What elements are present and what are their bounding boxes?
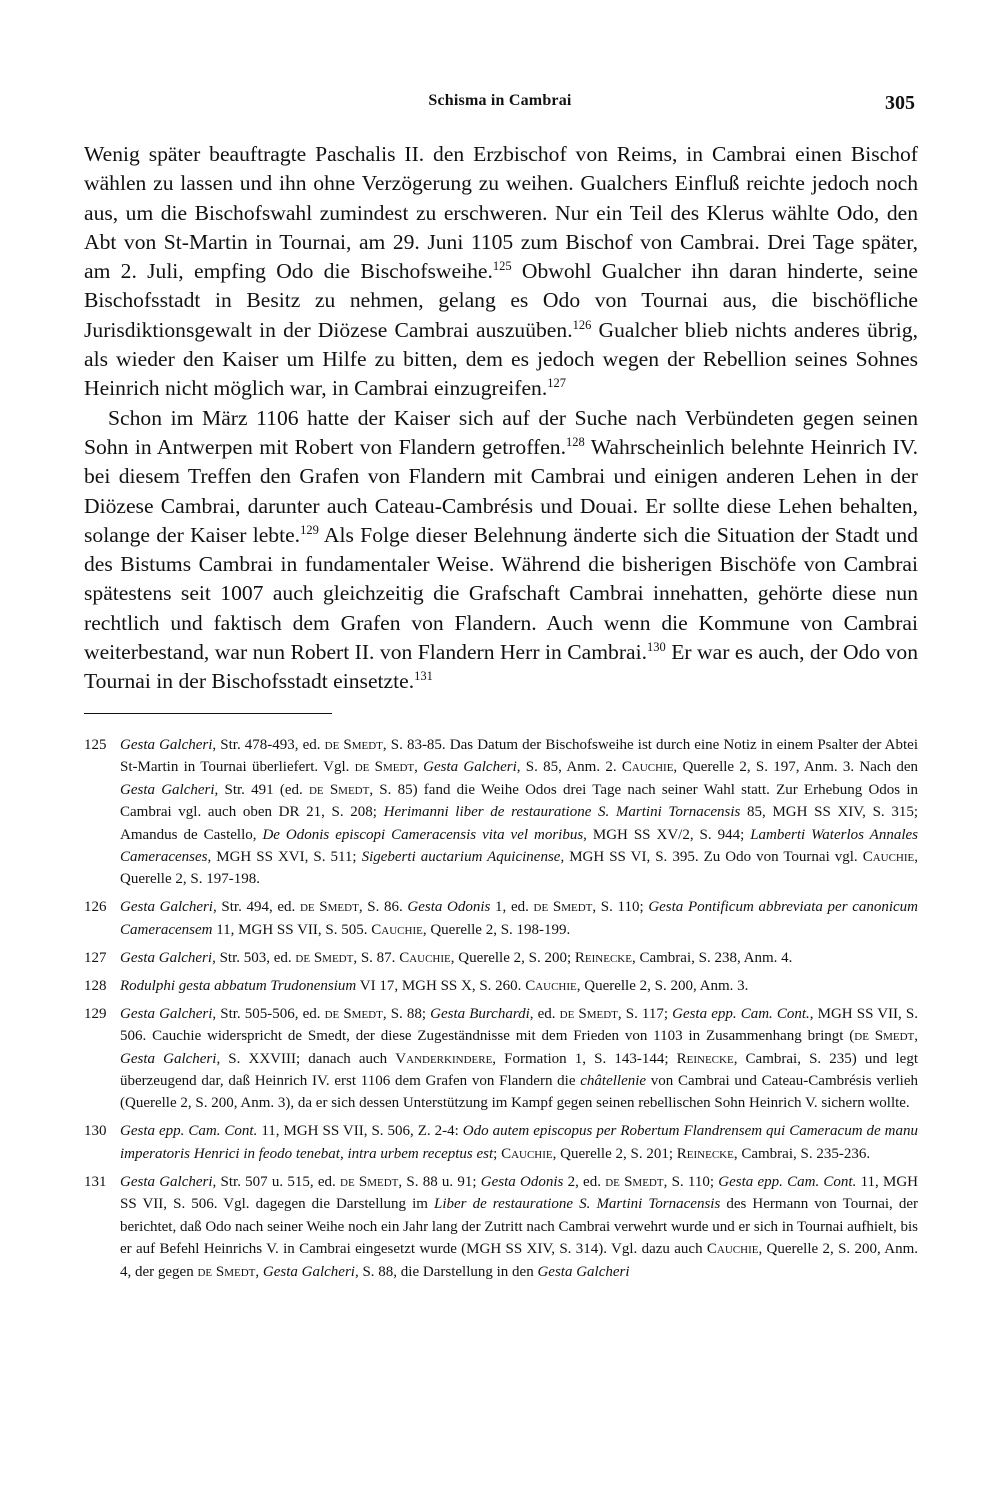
author-name: de Smedt xyxy=(533,899,593,916)
author-name: Vanderkindere xyxy=(395,1050,493,1067)
text-run: , Cambrai, S. 235) und legt überzeugend dar, daß Heinrich IV. erst 1106 dem Grafen von Flandern die xyxy=(120,1050,918,1090)
main-text xyxy=(84,140,918,697)
italic-title: Gesta Galcheri xyxy=(120,899,213,916)
italic-title: Gesta Galcheri xyxy=(120,1005,213,1022)
footnote xyxy=(84,734,918,891)
text-run: des Hermann von Tournai, der berichtet, daß Odo nach seiner Weihe noch ein Jahr lang der Zutritt nach Cambrai verwehrt wurde und er sich in Tournai aufhielt, bis er auf Befehl Heinrichs V. in Cambrai eingesetzt wurde (MGH SS XIV, S. 314). Vgl. dazu auch xyxy=(120,1196,919,1258)
text-run: , Querelle 2, S. 201; xyxy=(552,1145,677,1162)
footnote-ref: 130 xyxy=(647,640,666,655)
footnote-text xyxy=(120,1123,918,1161)
text-run: , Querelle 2, S. 200, Anm. 3. xyxy=(576,977,749,994)
italic-title: Lamberti Waterlos Annales Cameracenses xyxy=(120,826,918,866)
text-run: , S. 110; xyxy=(592,899,649,916)
footnote-ref: 129 xyxy=(300,522,319,537)
text-run: Er war es auch, der Odo von Tournai in der Bischofsstadt einsetzte. xyxy=(84,640,918,694)
text-run: , Querelle 2, S. 197, Anm. 3. Nach den xyxy=(673,759,919,776)
footnote-number: 131 xyxy=(84,1173,107,1190)
italic-title: Sigeberti auctarium Aquicinense xyxy=(361,849,561,866)
text-run: VI 17, MGH SS X, S. 260. xyxy=(356,977,526,994)
author-name: de Smedt xyxy=(854,1028,915,1045)
author-name: Cauchie xyxy=(371,921,423,938)
footnote xyxy=(84,975,918,997)
author-name: de Smedt xyxy=(354,759,415,776)
author-name: Reinecke xyxy=(574,949,632,966)
italic-title: Gesta Galcheri xyxy=(120,949,213,966)
author-name: Reinecke xyxy=(676,1050,734,1067)
text-run: 2, ed. xyxy=(563,1173,606,1190)
italic-title: châtellenie xyxy=(580,1073,647,1090)
running-title: Schisma in Cambrai xyxy=(428,92,572,109)
italic-title: De Odonis episcopi Cameracensis vita vel moribus xyxy=(262,826,584,843)
italic-title: Gesta epp. Cam. Cont. xyxy=(718,1173,857,1190)
text-run: 11, MGH SS VII, S. 505. xyxy=(212,921,372,938)
author-name: de Smedt xyxy=(324,737,383,753)
text-run: , S. 85, Anm. 2. xyxy=(516,759,622,776)
footnote-number: 126 xyxy=(84,899,107,916)
footnote-number: 127 xyxy=(84,949,107,966)
text-run: , S. 83-85. Das Datum der Bischofsweihe ist durch eine Notiz in einem Psalter der Abtei St-Martin in Tournai überliefert. Vgl. xyxy=(120,737,918,776)
text-run: 11, MGH SS VII, S. 506. Vgl. dagegen die Darstellung im xyxy=(120,1173,918,1213)
author-name: Cauchie xyxy=(525,977,577,994)
author-name: Cauchie xyxy=(399,949,451,966)
footnote xyxy=(84,1120,918,1165)
footnote-text xyxy=(120,950,792,966)
italic-title: Gesta Galcheri xyxy=(120,781,215,798)
text-run: , ed. xyxy=(529,1005,560,1022)
text-run: , xyxy=(414,759,424,776)
footnote-number: 125 xyxy=(84,737,107,753)
author-name: de Smedt xyxy=(340,1173,399,1190)
author-name: de Smedt xyxy=(324,1005,383,1022)
italic-title: Herimanni liber de restauratione S. Martini Tornacensis xyxy=(383,804,741,821)
text-run: 85, MGH SS XIV, S. 315; Amandus de Castello, xyxy=(120,804,918,843)
text-run: , Str. 491 (ed. xyxy=(214,781,309,798)
italic-title: Gesta epp. Cam. Cont. xyxy=(120,1123,258,1140)
author-name: de Smedt xyxy=(295,949,354,966)
text-run: , xyxy=(255,1263,263,1280)
footnote-ref: 125 xyxy=(492,259,512,274)
italic-title: Gesta Burchardi xyxy=(430,1005,530,1022)
text-run: Obwohl Gualcher ihn daran hinderte, seine Bischofsstadt in Besitz zu nehmen, gelang es Odo von Tournai aus, die bischöfliche Jurisdiktionsgewalt in der Diözese Cambrai auszuüben. xyxy=(84,259,918,342)
text-run: , Str. 494, ed. xyxy=(212,899,300,916)
text-run: Gualcher blieb nichts anderes übrig, als wieder den Kaiser um Hilfe zu bitten, dem es jedoch wegen der Rebellion seines Sohnes Heinrich nicht möglich war, in Cambrai einzugreifen. xyxy=(84,317,918,401)
running-head xyxy=(85,92,915,122)
text-run: Wenig später beauftragte Paschalis II. den Erzbischof von Reims, in Cambrai einen Bischof wählen zu lassen und ihn ohne Verzögerung zu weihen. Gualchers Einfluß reichte jedoch noch aus, um die Bischofswahl zumindest zu erschweren. Nur ein Teil des Klerus wählte Odo, den Abt von St-Martin in Tournai, am 29. Juni 1105 zum Bischof von Cambrai. Drei Tage später, am 2. Juli, empfing Odo die Bischofsweihe. xyxy=(84,142,918,284)
text-run: , Str. 505-506, ed. xyxy=(212,1005,325,1022)
body-paragraph xyxy=(84,404,918,697)
page-number: 305 xyxy=(885,92,915,114)
text-run: 11, MGH SS VII, S. 506, Z. 2-4: xyxy=(257,1123,463,1140)
footnote-ref: 126 xyxy=(572,317,592,332)
body-paragraph xyxy=(84,140,918,404)
text-run: , MGH SS XV/2, S. 944; xyxy=(583,826,751,843)
footnote-number: 129 xyxy=(84,1005,107,1022)
footnote xyxy=(84,947,918,969)
italic-title: Gesta epp. Cam. Cont. xyxy=(672,1005,810,1022)
text-run: , Str. 507 u. 515, ed. xyxy=(212,1173,340,1190)
footnote xyxy=(84,1003,918,1115)
text-run: , S. XXVIII; danach auch xyxy=(216,1050,396,1067)
text-run: , Cambrai, S. 238, Anm. 4. xyxy=(631,949,793,966)
text-run: Als Folge dieser Belehnung änderte sich die Situation der Stadt und des Bistums Cambrai in fundamentaler Weise. Während die bisherigen Bischöfe von Cambrai spätestens seit 1007 auch gleichzeitig die Grafschaft Cambrai innehatten, gehörte diese nun rechtlich und faktisch dem Grafen von Flandern. Auch wenn die Kommune von Cambrai weiterbestand, war nun Robert II. von Flandern Herr in Cambrai. xyxy=(84,522,918,665)
text-run: , Querelle 2, S. 198-199. xyxy=(422,921,571,938)
text-run: , Cambrai, S. 235-236. xyxy=(733,1145,871,1162)
footnotes xyxy=(84,734,918,1289)
text-run: Wahrscheinlich belehnte Heinrich IV. bei diesem Treffen den Grafen von Flandern mit Cambrai und einigen anderen Lehen in der Diözese Cambrai, darunter auch Cateau-Cambrésis und Douai. Er sollte diese Lehen behalten, solange der Kaiser lebte. xyxy=(84,434,918,547)
author-name: Cauchie xyxy=(706,1241,759,1258)
italic-title: Gesta Galcheri xyxy=(120,1050,217,1067)
italic-title: Liber de restauratione S. Martini Tornacensis xyxy=(434,1196,721,1213)
footnote-text xyxy=(120,899,918,937)
footnote-ref: 128 xyxy=(565,434,585,449)
footnote-rule xyxy=(84,713,332,714)
italic-title: Gesta Galcheri xyxy=(423,759,517,776)
text-run: , S. 88 u. 91; xyxy=(398,1173,481,1190)
text-run: , S. 86. xyxy=(358,899,408,916)
text-run: ; xyxy=(493,1145,502,1162)
footnote-text xyxy=(120,1174,918,1280)
author-name: Cauchie xyxy=(621,759,674,776)
author-name: Cauchie xyxy=(862,849,915,866)
text-run: , Querelle 2, S. 200, Anm. 4, der gegen xyxy=(120,1241,918,1280)
text-run: , S. 88, die Darstellung in den xyxy=(354,1263,538,1280)
italic-title: Gesta Odonis xyxy=(480,1173,564,1190)
italic-title: Rodulphi gesta abbatum Trudonensium xyxy=(120,977,357,994)
footnote xyxy=(84,1171,918,1283)
footnote-text xyxy=(120,978,748,994)
text-run: , Querelle 2, S. 197-198. xyxy=(120,849,918,888)
italic-title: Odo autem episcopus per Robertum Flandrensem qui Cameracum de manu imperatoris Henrici in feodo tenebat, intra urbem receptus est xyxy=(120,1123,918,1162)
author-name: de Smedt xyxy=(559,1005,618,1022)
author-name: de Smedt xyxy=(299,899,359,916)
text-run: , MGH SS VI, S. 395. Zu Odo von Tournai vgl. xyxy=(560,849,863,866)
footnote-number: 128 xyxy=(84,977,107,994)
italic-title: Gesta Galcheri xyxy=(120,1173,213,1190)
text-run: , S. 117; xyxy=(617,1005,673,1022)
author-name: de Smedt xyxy=(605,1173,664,1190)
italic-title: Gesta Galcheri xyxy=(262,1263,355,1280)
text-run: , Str. 478-493, ed. xyxy=(212,737,325,753)
text-run: , Querelle 2, S. 200; xyxy=(450,949,575,966)
author-name: de Smedt xyxy=(308,781,370,798)
italic-title: Gesta Pontificum abbreviata per canonicum Cameracensem xyxy=(120,899,919,938)
text-run: 1, ed. xyxy=(490,899,534,916)
footnote-number: 130 xyxy=(84,1123,107,1140)
text-run: von Cambrai und Cateau-Cambrésis verlieh (Querelle 2, S. 200, Anm. 3), da er sich dessen Unterstützung im Kampf gegen seinen rebellischen Sohn Heinrich V. sichern wollte. xyxy=(120,1073,919,1112)
text-run: , S. 85) fand die Weihe Odos drei Tage nach seiner Wahl statt. Zur Erhebung Odos in Cambrai vgl. auch oben DR 21, S. 208; xyxy=(120,781,918,821)
text-run: , Formation 1, S. 143-144; xyxy=(492,1050,677,1067)
italic-title: Gesta Galcheri xyxy=(120,737,213,753)
footnote-ref: 131 xyxy=(414,669,433,684)
italic-title: Gesta Odonis xyxy=(407,899,491,916)
footnote xyxy=(84,896,918,941)
footnote-text xyxy=(120,1006,918,1112)
text-run: , MGH SS XVI, S. 511; xyxy=(207,849,362,866)
footnote-text xyxy=(120,737,918,887)
author-name: Reinecke xyxy=(676,1145,734,1162)
text-run: , S. 87. xyxy=(353,949,400,966)
italic-title: Gesta Galcheri xyxy=(537,1263,630,1280)
author-name: de Smedt xyxy=(197,1263,256,1280)
text-run: , xyxy=(914,1028,918,1045)
text-run: , S. 88; xyxy=(382,1005,431,1022)
text-run: , Str. 503, ed. xyxy=(212,949,296,966)
author-name: Cauchie xyxy=(501,1145,553,1162)
text-run: Schon im März 1106 hatte der Kaiser sich auf der Suche nach Verbündeten gegen seinen Sohn in Antwerpen mit Robert von Flandern getroffen. xyxy=(84,405,918,459)
text-run: , S. 110; xyxy=(663,1173,719,1190)
footnote-ref: 127 xyxy=(547,376,566,391)
text-run: , MGH SS VII, S. 506. Cauchie widerspricht de Smedt, der diese Zugeständnisse mit dem Frieden von 1103 in Zusammenhang bringt ( xyxy=(120,1005,918,1045)
